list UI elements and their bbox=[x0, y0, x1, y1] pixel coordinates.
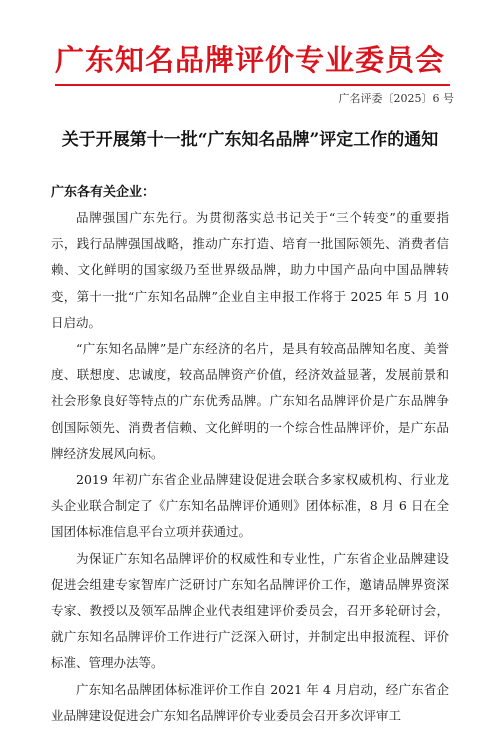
salutation: 广东各有关企业： bbox=[51, 185, 156, 200]
body-paragraph-3: 2019 年初广东省企业品牌建设促进会联合多家权威机构、行业龙头企业联合制定了《广东知名品牌评价通则》团体标准，8 月 6 日在全国团体标准信息平台立项并获通过。 bbox=[51, 472, 449, 540]
notice-body bbox=[51, 205, 449, 729]
organization-masthead: 广东知名品牌评价专业委员会 bbox=[54, 43, 445, 77]
body-paragraph-2: “广东知名品牌”是广东经济的名片，是具有较高品牌知名度、美誉度、联想度、忠诚度，较高品牌资产价值，经济效益显著，发展前景和社会形象良好等特点的广东优秀品牌。广东知名品牌评价是广东品牌争创国际领先、消费者信赖、文化鲜明的一个综合性品牌评价，是广东品牌经济发展风向标。 bbox=[51, 341, 449, 461]
document-number: 广名评委〔2025〕6 号 bbox=[338, 92, 454, 105]
body-paragraph-4: 为保证广东知名品牌评价的权威性和专业性，广东省企业品牌建设促进会组建专家智库广泛研讨广东知名品牌评价工作，邀请品牌界资深专家、教授以及领军品牌企业代表组建评价委员会，召开多轮研讨会，就广东知名品牌评价工作进行广泛深入研讨，并制定出申报流程、评价标准、管理办法等。 bbox=[51, 550, 449, 671]
body-paragraph-5: 广东知名品牌团体标准评价工作自 2021 年 4 月启动，经广东省企业品牌建设促进会广东知名品牌评价专业委员会召开多次评审工 bbox=[51, 681, 449, 723]
body-paragraph-1: 品牌强国广东先行。为贯彻落实总书记关于“三个转变”的重要指示，践行品牌强国战略，推动广东打造、培育一批国际领先、消费者信赖、文化鲜明的国家级乃至世界级品牌，助力中国产品向中国品牌转变，第十一批“广东知名品牌”企业自主申报工作将于 2025 年 5 月 10 日启动。 bbox=[51, 210, 449, 330]
notice-title: 关于开展第十一批“广东知名品牌”评定工作的通知 bbox=[61, 130, 439, 150]
red-header-rule bbox=[55, 84, 450, 86]
